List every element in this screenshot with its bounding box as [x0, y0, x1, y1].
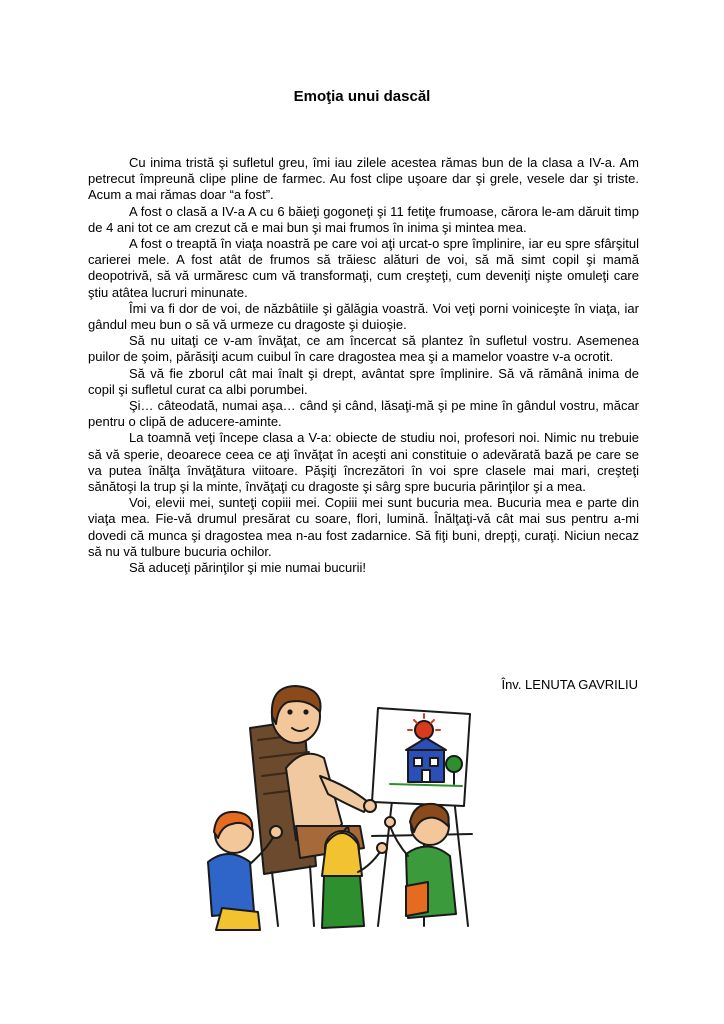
paragraph: Să nu uitaţi ce v-am învăţat, ce am încercat să plantez în sufletul vostru. Asemenea puilor de şoim, părăsiţi acum cuibul în care dragostea mea şi a mamelor voastre v-a ocrotit. [88, 333, 639, 365]
signature: Înv. LENUTA GAVRILIU [501, 677, 638, 692]
paragraph: Să vă fie zborul cât mai înalt şi drept, avântat spre împlinire. Să vă rămână inima de copil şi sufletul curat ca albi porumbei. [88, 365, 639, 397]
letter-body [88, 155, 639, 576]
paragraph: Cu inima tristă şi sufletul greu, îmi iau zilele acestea rămas bun de la clasa a IV-a. Am petrecut împreună clipe pline de farmec. Au fost clipe uşoare dar şi grele, vesele dar şi triste. Acum a mai rămas doar “a fost”. [88, 155, 639, 203]
paragraph: A fost o clasă a IV-a A cu 6 băieţi gogoneţi şi 11 fetiţe frumoase, cărora le-am dăruit timp de 4 ani tot ce am crezut că e mai bun şi mai frumos în inima şi mintea mea. [88, 203, 639, 235]
document-title: Emoţia unui dascăl [293, 88, 431, 105]
teacher-with-children-illustration [192, 676, 522, 946]
paragraph: A fost o treaptă în viaţa noastră pe care voi aţi urcat-o spre împlinire, iar eu spre sfârşitul carierei mele. A fost atât de frumos să trăiesc alături de voi, să mă simt copil şi mamă deopotrivă, să vă urmăresc cum vă transformaţi, cum creşteţi, cum deveniţi nişte omuleţi care ştiu atâtea lucruri minunate. [88, 236, 639, 300]
paragraph: Să aduceţi părinţilor şi mie numai bucurii! [129, 560, 366, 576]
child-middle [322, 831, 387, 928]
paragraph: Îmi va fi dor de voi, de năzbâtiile şi gălăgia voastră. Voi veţi porni voiniceşte în viaţa, iar gândul meu bun o să vă urmeze cu dragoste şi duioşie. [88, 300, 639, 333]
child-right [385, 804, 456, 918]
paragraph: Şi… câteodată, numai aşa… când şi când, lăsaţi-mă şi pe mine în gândul vostru, măcar pentru o clipă de aducere-aminte. [88, 398, 639, 430]
paragraph: Voi, elevii mei, sunteţi copiii mei. Copiii mei sunt bucuria mea. Bucuria mea e parte din viaţa mea. Fie-vă drumul presărat cu soare, flori, lumină. Înălţaţi-vă cât mai sus pentru a-mi dovedi că munca şi dragostea mea n-au fost zadarnice. Să fiţi buni, drepţi, curaţi. Niciun necaz să nu vă tulbure bucuria ochilor. [88, 495, 639, 559]
paragraph: La toamnă veţi începe clasa a V-a: obiecte de studiu noi, profesori noi. Nimic nu trebuie să vă sperie, deoarece ceea ce aţi învăţat în aceşti ani constituie o adevărată bază pe care se va putea înălţa învăţătura viitoare. Păşiţi încrezători în voi spre clasele mai mari, creşteţi sănătoşi la trup şi la minte, învăţaţi cu dragoste şi sârg spre bucuria părinţilor şi a mea. [88, 430, 639, 495]
